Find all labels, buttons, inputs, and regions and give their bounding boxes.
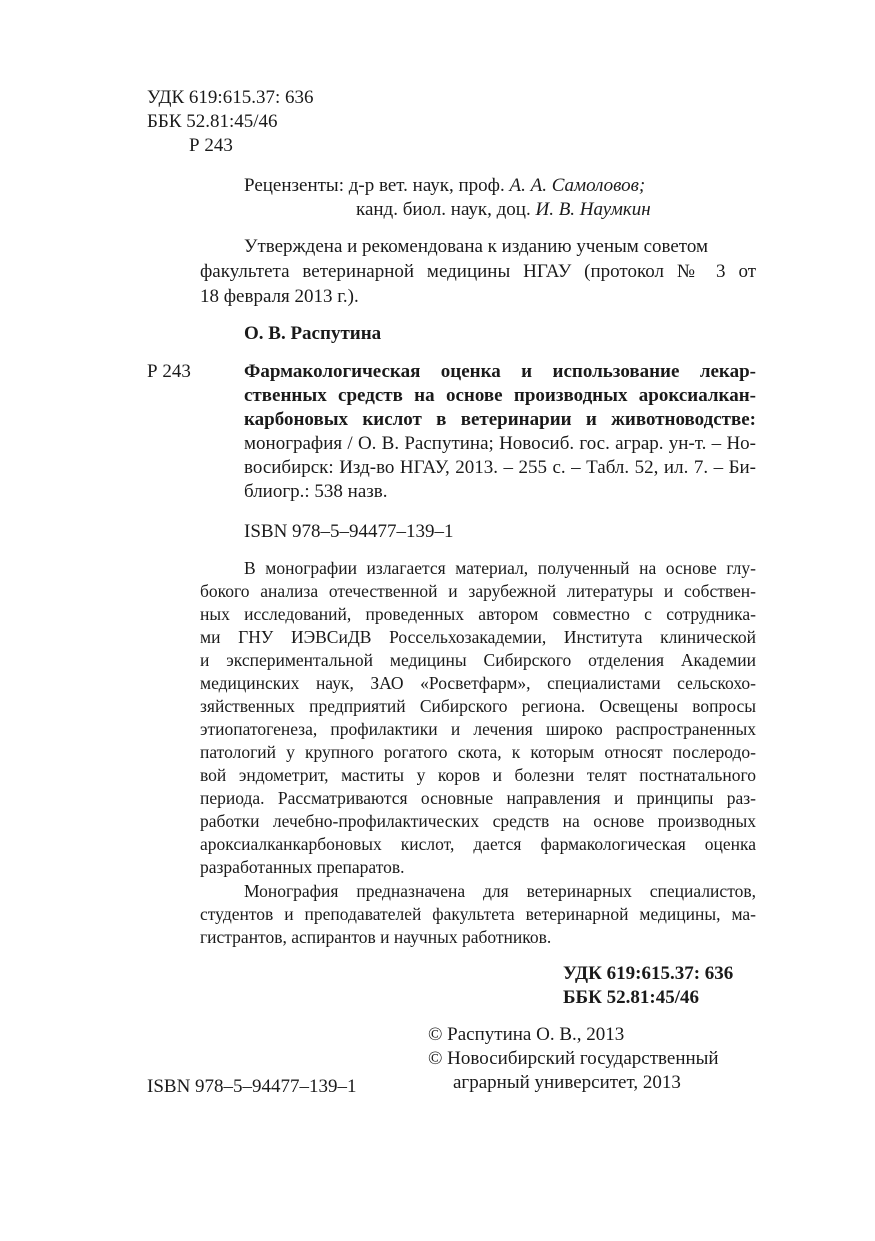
reviewer-1-degree: д-р вет. наук, проф. (348, 175, 505, 196)
description-line-1: монография / О. В. Распутина; Новосиб. гос. аграр. ун-т. – Но- (244, 433, 756, 454)
annotation-line-7: зяйственных предприятий Сибирского региона. Освещены вопросы (200, 696, 756, 716)
author-mark: Р 243 (189, 135, 233, 156)
title-line-2: ственных средств на основе производных ароксиалкан- (244, 385, 756, 406)
annotation-line-1: В монографии излагается материал, полученный на основе глу- (244, 558, 756, 578)
annotation-line-9: патологий у крупного рогатого скота, к которым относят послеродо- (200, 742, 756, 762)
footer-bbk: ББК 52.81:45/46 (563, 987, 700, 1008)
footer-isbn: ISBN 978–5–94477–139–1 (147, 1076, 357, 1097)
record-isbn: ISBN 978–5–94477–139–1 (244, 521, 454, 542)
reviewer-2-degree: канд. биол. наук, доц. (356, 199, 531, 220)
annotation-line-8: этиопатогенеза, профилактики и лечения широко распространенных (200, 719, 756, 739)
copyright-university-line-1: © Новосибирский государственный (428, 1048, 719, 1069)
author-name: О. В. Распутина (244, 323, 382, 344)
annotation-line-2: бокого анализа отечественной и зарубежной литературы и собствен- (200, 581, 756, 601)
annotation-line-12: работки лечебно-профилактических средств на основе производных (200, 811, 756, 831)
annotation-line-14: разработанных препаратов. (200, 857, 405, 877)
annotation-line-11: периода. Рассматриваются основные направления и принципы раз- (200, 788, 756, 808)
annotation-line-6: медицинских наук, ЗАО «Росветфарм», специалистами сельскохо- (200, 673, 756, 693)
description-line-2: восибирск: Изд-во НГАУ, 2013. – 255 с. – Табл. 52, ил. 7. – Би- (244, 457, 756, 478)
annotation2-line-3: гистрантов, аспирантов и научных работников. (200, 927, 552, 947)
bibliographic-mark: Р 243 (147, 361, 191, 382)
approval-line-2: факультета ветеринарной медицины НГАУ (протокол № 3 от (200, 261, 756, 282)
reviewer-2-name: И. В. Наумкин (535, 199, 651, 220)
reviewers-label: Рецензенты: (244, 175, 344, 196)
bbk-code: ББК 52.81:45/46 (147, 111, 278, 132)
udk-code: УДК 619:615.37: 636 (147, 87, 314, 108)
annotation2-line-1: Монография предназначена для ветеринарных специалистов, (244, 881, 756, 901)
description-line-3: блиогр.: 538 назв. (244, 481, 388, 502)
reviewers-line-1 (244, 174, 645, 198)
title-line-1: Фармакологическая оценка и использование лекар- (244, 361, 756, 382)
approval-line-3: 18 февраля 2013 г.). (200, 286, 359, 307)
annotation-line-5: и экспериментальной медицины Сибирского отделения Академии (200, 650, 756, 670)
annotation-line-13: ароксиалканкарбоновых кислот, дается фармакологическая оценка (200, 834, 756, 854)
approval-line-1: Утверждена и рекомендована к изданию ученым советом (244, 236, 709, 257)
copyright-author: © Распутина О. В., 2013 (428, 1024, 625, 1045)
title-line-3: карбоновых кислот в ветеринарии и животноводстве: (244, 409, 756, 430)
reviewers-line-2 (356, 198, 651, 222)
annotation-line-3: ных исследований, проведенных автором совместно с сотрудника- (200, 604, 756, 624)
annotation-line-10: вой эндометрит, маститы у коров и болезни телят постнатального (200, 765, 756, 785)
copyright-university-line-2: аграрный университет, 2013 (453, 1072, 681, 1093)
annotation2-line-2: студентов и преподавателей факультета ветеринарной медицины, ма- (200, 904, 756, 924)
annotation-line-4: ми ГНУ ИЭВСиДВ Россельхозакадемии, Института клинической (200, 627, 756, 647)
reviewer-1-name: А. А. Самоловов; (509, 175, 646, 196)
footer-udk: УДК 619:615.37: 636 (563, 963, 734, 984)
